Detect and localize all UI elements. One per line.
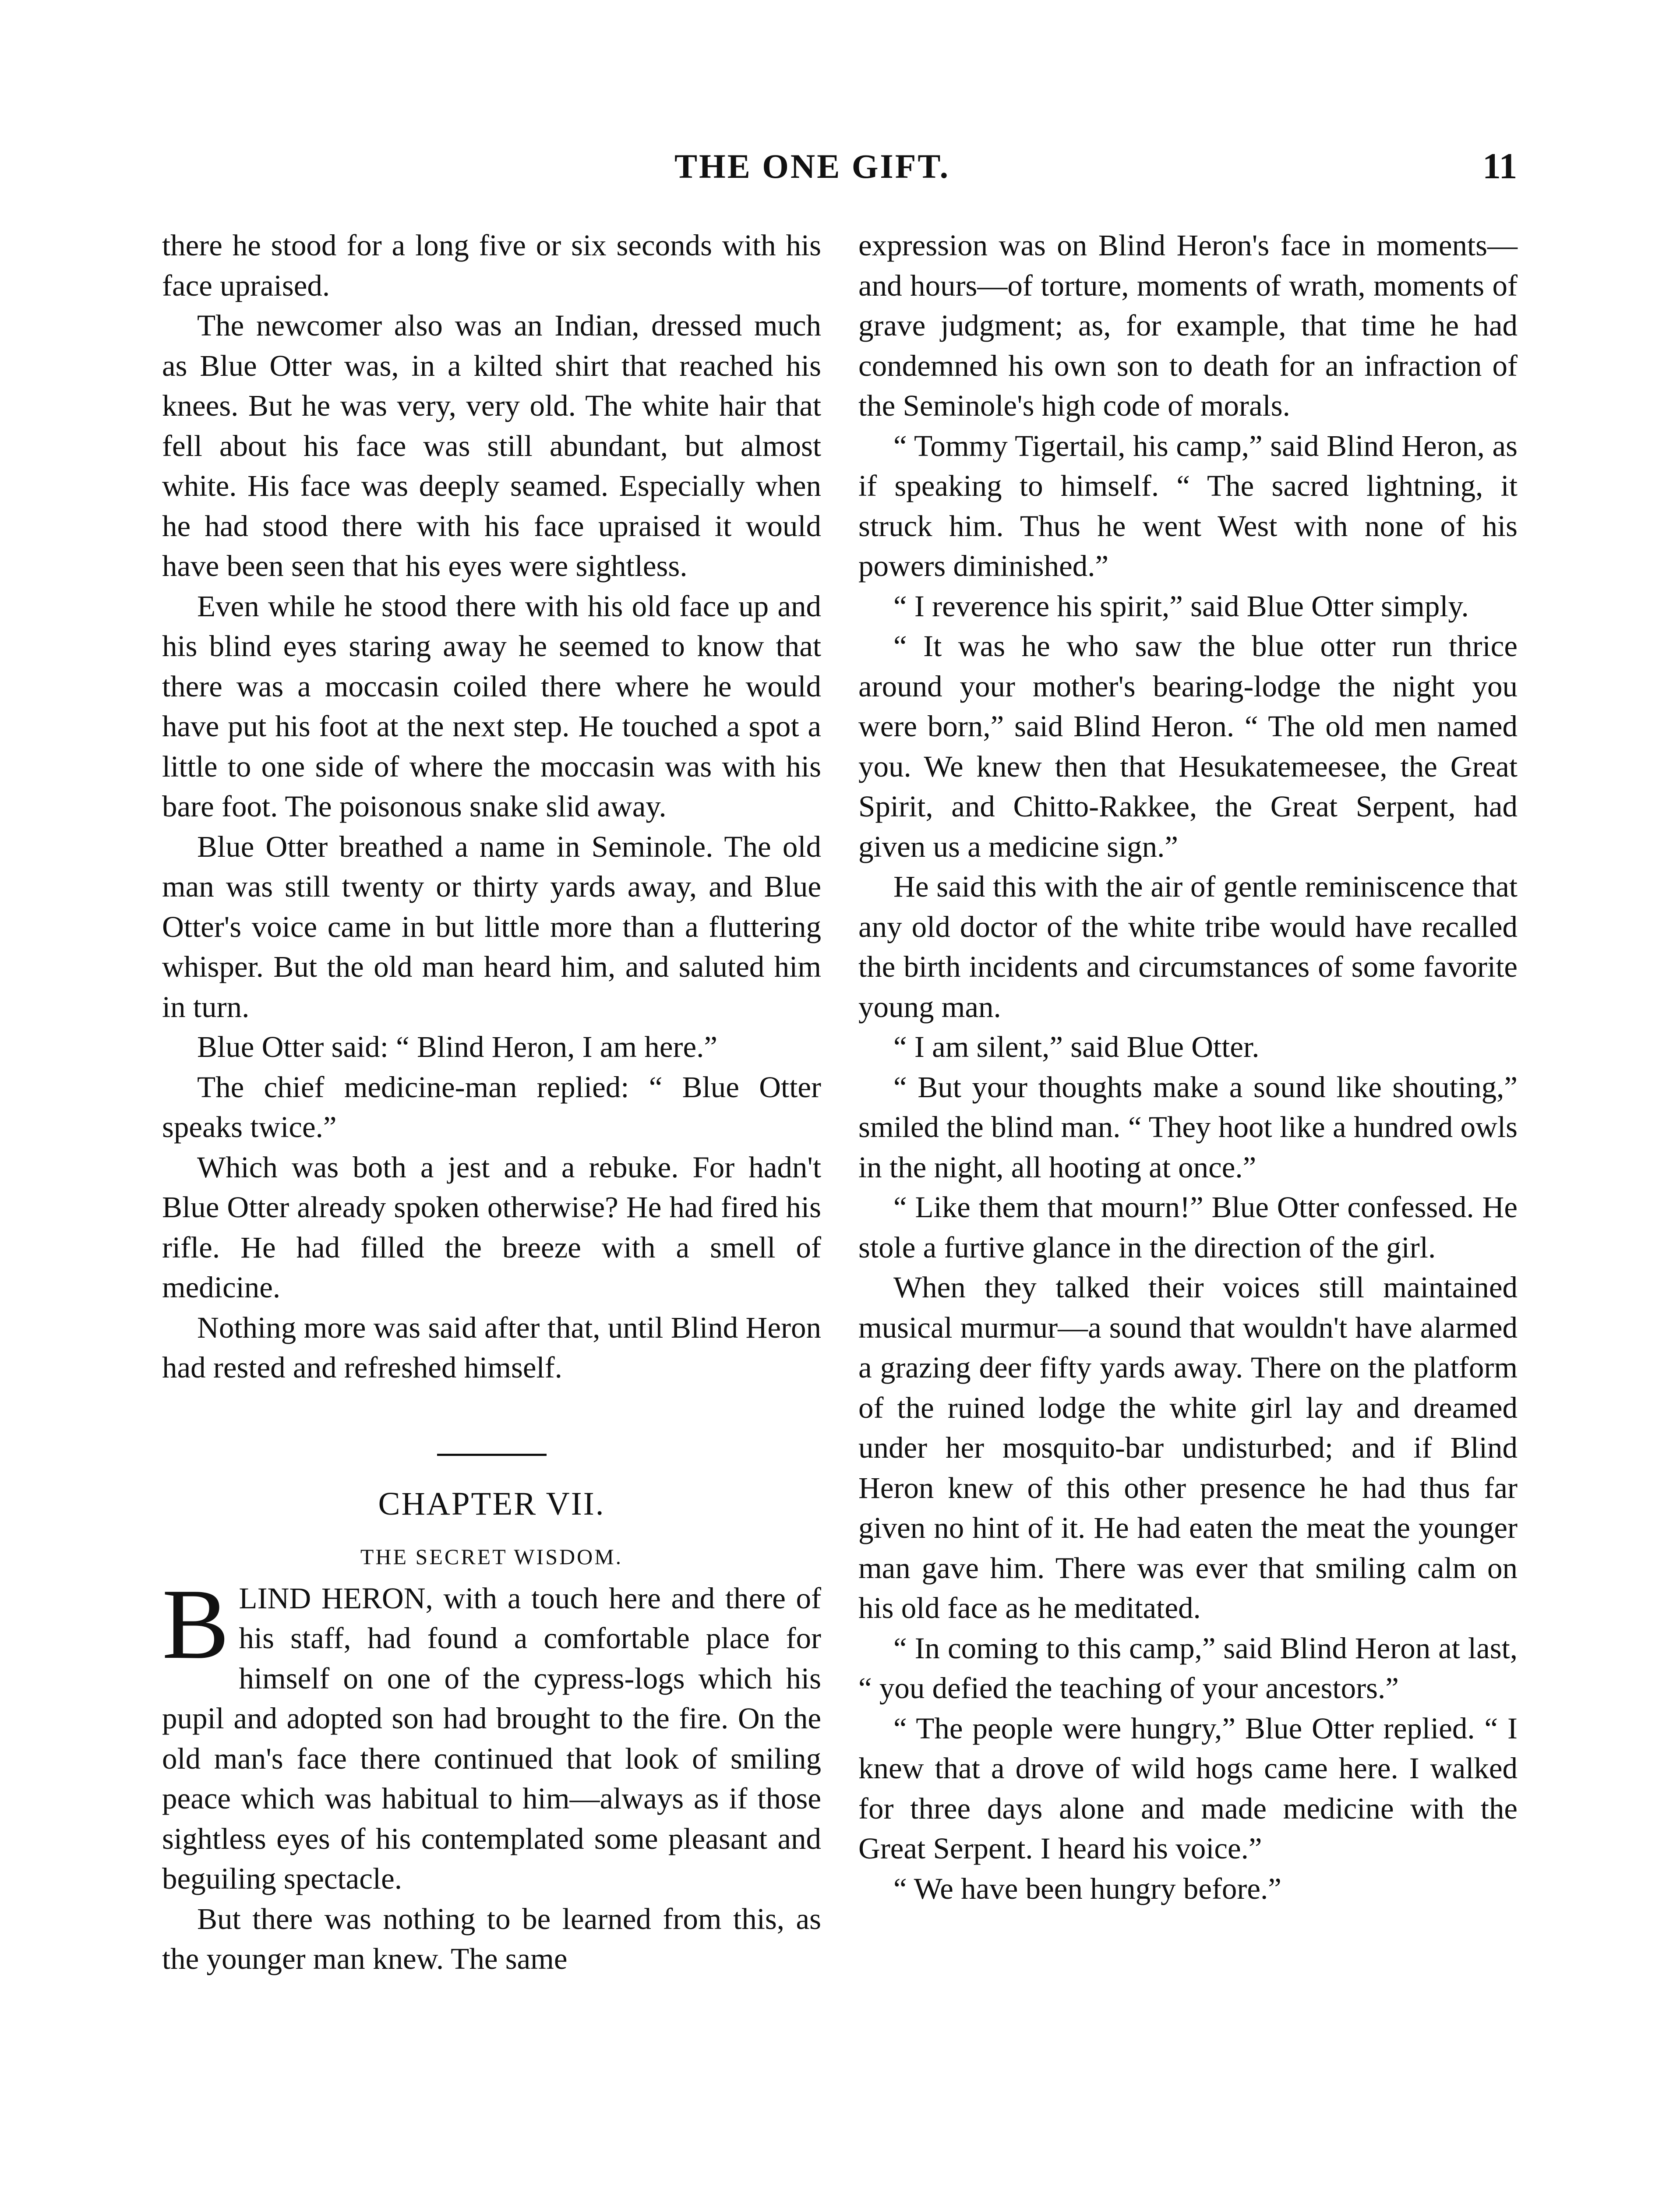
body-paragraph: He said this with the air of gentle reminiscence that any old doctor of the white tribe would have recalled the birth incidents and circumstances of some favorite young man. [858,870,1518,1024]
body-paragraph: Blue Otter said: “ Blind Heron, I am here.” [197,1030,717,1063]
body-paragraph: “ I reverence his spirit,” said Blue Otter simply. [893,589,1469,623]
body-paragraph: “ But your thoughts make a sound like shouting,” smiled the blind man. “ They hoot like a hundred owls in the night, all hooting at once.” [858,1070,1518,1184]
body-paragraph: “ It was he who saw the blue otter run thrice around your mother's bearing-lodge the night you were born,” said Blind Heron. “ The old men named you. We knew then that Hesukatemeesee, the Great Spirit, and Chitto-Rakkee, the Great Serpent, had given us a medicine sign.” [858,629,1518,863]
body-paragraph: “ The people were hungry,” Blue Otter replied. “ I knew that a drove of wild hogs came here. I walked for three days alone and made medicine with the Great Serpent. I heard his voice.” [858,1711,1518,1865]
page-number: 11 [1482,146,1518,187]
body-paragraph: “ Tommy Tigertail, his camp,” said Blind Heron, as if speaking to himself. “ The sacred lightning, it struck him. Thus he went West with none of his powers diminished.” [858,429,1518,583]
body-paragraph: Nothing more was said after that, until Blind Heron had rested and refreshed himself. [162,1310,821,1384]
body-paragraph: “ We have been hungry before.” [893,1872,1281,1905]
body-paragraph: expression was on Blind Heron's face in moments—and hours—of torture, moments of wrath, moments of grave judgment; as, for example, that time he had condemned his own son to death for an infraction of the Seminole's high code of morals. [858,229,1518,422]
running-header [0,145,1680,193]
left-column [162,226,821,1979]
chapter-opening-paragraph [162,1568,821,1899]
body-paragraph: The newcomer also was an Indian, dressed much as Blue Otter was, in a kilted shirt that reached his knees. But he was very, very old. The white hair that fell about his face was still abundant, but almost white. His face was deeply seamed. Especially when he had stood there with his face upraised it would have been seen that his eyes were sightless. [162,309,821,583]
chapter-opening-text: LIND HERON, with a touch here and there of his staff, had found a comfortable place for himself on one of the cypress-logs which his pupil and adopted son had brought to the fire. On the old man's face there continued that look of smiling peace which was habitual to him—always as if those sightless eyes of his contemplated some pleasant and beguiling spectacle. [162,1581,821,1895]
body-paragraph: Blue Otter breathed a name in Seminole. The old man was still twenty or thirty yards away, and Blue Otter's voice came in but little more than a fluttering whisper. But the old man heard him, and saluted him in turn. [162,830,821,1024]
body-paragraph: Which was both a jest and a rebuke. For hadn't Blue Otter already spoken otherwise? He had fired his rifle. He had filled the breeze with a smell of medicine. [162,1150,821,1304]
right-column [858,226,1518,1909]
chapter-heading: CHAPTER VII. [378,1485,605,1522]
section-divider [437,1454,547,1456]
body-paragraph: “ Like them that mourn!” Blue Otter confessed. He stole a furtive glance in the direction of the girl. [858,1190,1518,1264]
body-paragraph: “ In coming to this camp,” said Blind Heron at last, “ you defied the teaching of your ancestors.” [858,1631,1518,1705]
body-paragraph: The chief medicine-man replied: “ Blue Otter speaks twice.” [162,1070,821,1144]
body-paragraph: “ I am silent,” said Blue Otter. [893,1030,1260,1063]
body-paragraph: Even while he stood there with his old face up and his blind eyes staring away he seemed to know that there was a moccasin coiled there where he would have put his foot at the next step. He touched a spot a little to one side of where the moccasin was with his bare foot. The poisonous snake slid away. [162,589,821,823]
drop-cap: B [162,1568,229,1680]
chapter-subtitle: THE SECRET WISDOM. [360,1544,623,1569]
body-paragraph: there he stood for a long five or six seconds with his face upraised. [162,229,821,302]
running-title: THE ONE GIFT. [674,147,950,185]
body-paragraph: When they talked their voices still maintained musical murmur—a sound that wouldn't have alarmed a grazing deer fifty yards away. There on the platform of the ruined lodge the white girl lay and dreamed under her mosquito-bar undisturbed; and if Blind Heron knew of this other presence he had thus far given no hint of it. He had eaten the meat the younger man gave him. There was ever that smiling calm on his old face as he meditated. [858,1271,1518,1625]
body-paragraph: But there was nothing to be learned from this, as the younger man knew. The same [162,1902,821,1975]
